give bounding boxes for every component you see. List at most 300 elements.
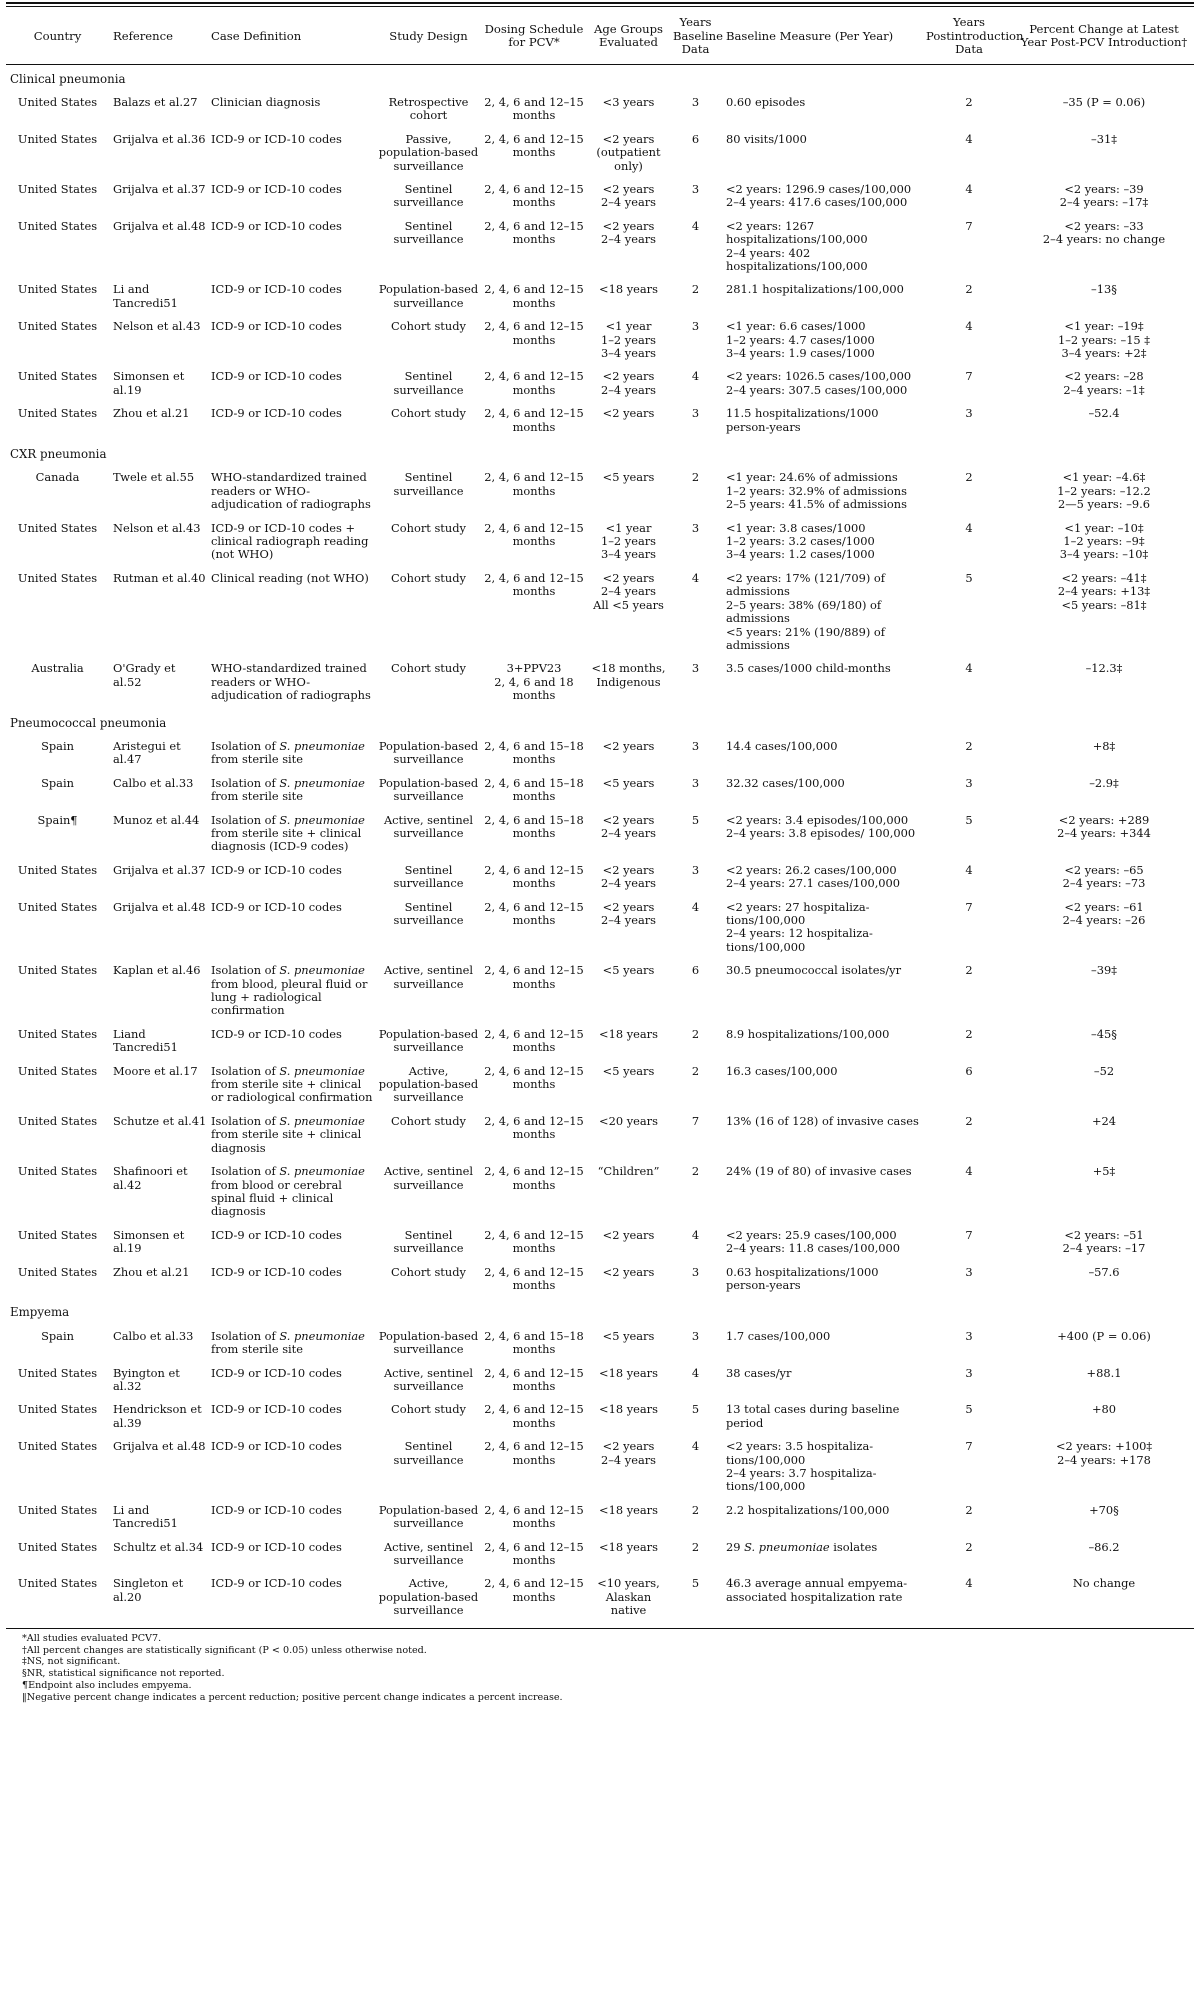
study-design-cell: Sentinel surveillance	[393, 181, 464, 210]
case-definition-cell: Isolation of S. pneumoniae from sterile site + clinical diagnosis	[211, 1113, 365, 1155]
study-design-cell: Active, sentinel surveillance	[383, 812, 474, 840]
years-post-cell: 5	[965, 1402, 973, 1417]
table-row	[6, 1326, 1194, 1363]
years-baseline-cell: 3	[691, 661, 700, 676]
percent-change-cell: –52.4	[1088, 406, 1120, 421]
years-baseline-cell: 2	[691, 1539, 700, 1554]
years-post-cell: 4	[965, 1576, 973, 1591]
reference-cell: Munoz et al.44	[113, 812, 200, 827]
age-groups-cell: <5 years	[602, 470, 655, 485]
baseline-measure-cell: 8.9 hospitalizations/100,000	[726, 1026, 890, 1041]
country-cell: United States	[17, 899, 98, 914]
baseline-measure-cell: 13 total cases during baseline period	[726, 1402, 900, 1430]
baseline-measure-cell: 32.32 cases/100,000	[726, 775, 845, 790]
case-definition-cell: ICD-9 or ICD-10 codes	[211, 862, 342, 877]
years-post-cell: 4	[965, 661, 973, 676]
country-cell: United States	[17, 862, 98, 877]
age-groups-cell: <1 year 1–2 years 3–4 years	[600, 319, 657, 360]
country-cell: United States	[17, 520, 98, 535]
case-definition-cell: ICD-9 or ICD-10 codes	[211, 218, 342, 233]
dosing-schedule-cell: 2, 4, 6 and 15–18 months	[484, 1328, 584, 1357]
table-row	[6, 1537, 1194, 1574]
reference-cell: Grijalva et al.37	[113, 181, 206, 196]
column-header: Country	[33, 28, 82, 43]
percent-change-cell: –13§	[1091, 282, 1117, 297]
percent-change-cell: <2 years: –28 2–4 years: –1‡	[1063, 369, 1145, 397]
dosing-schedule-cell: 2, 4, 6 and 12–15 months	[484, 1026, 584, 1055]
table-row	[6, 1262, 1194, 1299]
percent-change-cell: <1 year: –19‡ 1–2 years: –15 ‡ 3–4 years: +2‡	[1057, 319, 1151, 360]
reference-cell: Calbo et al.33	[113, 775, 194, 790]
years-post-cell: 2	[965, 94, 973, 109]
years-baseline-cell: 4	[691, 369, 700, 384]
country-cell: United States	[17, 181, 98, 196]
case-definition-cell: ICD-9 or ICD-10 codes	[211, 1539, 342, 1554]
country-cell: United States	[17, 1164, 98, 1179]
dosing-schedule-cell: 2, 4, 6 and 12–15 months	[484, 319, 584, 347]
age-groups-cell: <2 years	[602, 1227, 655, 1242]
country-cell: United States	[17, 94, 98, 109]
reference-cell: Schutze et al.41	[113, 1113, 207, 1128]
section-title: Clinical pneumonia	[10, 71, 126, 86]
study-design-cell: Population-based surveillance	[378, 775, 479, 804]
footnote: †All percent changes are statistically significant (P < 0.05) unless otherwise noted.	[22, 1644, 427, 1656]
percent-change-cell: +70§	[1089, 1502, 1119, 1517]
study-design-cell: Sentinel surveillance	[393, 899, 464, 927]
years-baseline-cell: 2	[691, 1026, 700, 1041]
years-baseline-cell: 3	[691, 181, 700, 196]
years-post-cell: 5	[965, 570, 973, 585]
years-baseline-cell: 4	[691, 570, 700, 585]
footnotes	[6, 1628, 1194, 1704]
dosing-schedule-cell: 2, 4, 6 and 12–15 months	[484, 899, 584, 927]
pcv-impact-table	[6, 7, 1194, 1624]
table-row	[6, 1111, 1194, 1161]
footnote: ‖Negative percent change indicates a percent reduction; positive percent change indicates a percent increase.	[22, 1692, 563, 1704]
baseline-measure-cell: <2 years: 3.5 hospitaliza- tions/100,000 2–4 years: 3.7 hospitaliza- tions/100,000	[726, 1439, 877, 1494]
footnote: ¶Endpoint also includes empyema.	[22, 1680, 192, 1692]
section-row	[6, 1298, 1194, 1325]
reference-cell: Simonsen et al.19	[113, 1227, 185, 1256]
section-title: Empyema	[10, 1305, 70, 1320]
country-cell: United States	[17, 1576, 98, 1591]
section-row	[6, 709, 1194, 736]
reference-cell: Rutman et al.40	[113, 570, 206, 585]
years-baseline-cell: 3	[691, 406, 700, 421]
case-definition-cell: ICD-9 or ICD-10 codes	[211, 282, 342, 297]
table-row	[6, 467, 1194, 517]
table-row	[6, 279, 1194, 316]
percent-change-cell: –12.3‡	[1085, 661, 1123, 676]
dosing-schedule-cell: 2, 4, 6 and 12–15 months	[484, 131, 584, 160]
age-groups-cell: <18 years	[599, 1402, 658, 1417]
study-design-cell: Active, sentinel surveillance	[383, 963, 474, 991]
years-post-cell: 2	[965, 282, 973, 297]
dosing-schedule-cell: 2, 4, 6 and 12–15 months	[484, 963, 584, 991]
study-design-cell: Population-based surveillance	[378, 1026, 479, 1055]
dosing-schedule-cell: 2, 4, 6 and 12–15 months	[484, 470, 584, 498]
table-row	[6, 366, 1194, 403]
case-definition-cell: ICD-9 or ICD-10 codes	[211, 131, 342, 146]
years-post-cell: 4	[965, 862, 973, 877]
years-baseline-cell: 3	[691, 1264, 700, 1279]
baseline-measure-cell: 13% (16 of 128) of invasive cases	[726, 1113, 919, 1128]
reference-cell: Li and Tancredi51	[113, 282, 178, 310]
country-cell: Spain	[41, 775, 74, 790]
years-post-cell: 3	[965, 775, 973, 790]
years-post-cell: 2	[965, 1113, 973, 1128]
dosing-schedule-cell: 2, 4, 6 and 12–15 months	[484, 1164, 584, 1192]
years-post-cell: 7	[965, 1227, 973, 1242]
table-row	[6, 658, 1194, 708]
years-post-cell: 7	[965, 369, 973, 384]
study-design-cell: Cohort study	[391, 319, 466, 334]
table-row	[6, 1399, 1194, 1436]
case-definition-cell: ICD-9 or ICD-10 codes	[211, 181, 342, 196]
country-cell: United States	[17, 1264, 98, 1279]
age-groups-cell: <2 years 2–4 years	[600, 899, 657, 927]
years-post-cell: 2	[965, 963, 973, 978]
study-design-cell: Active, population-based surveillance	[378, 1063, 479, 1105]
case-definition-cell: ICD-9 or ICD-10 codes	[211, 1502, 342, 1517]
baseline-measure-cell: 2.2 hospitalizations/100,000	[726, 1502, 890, 1517]
case-definition-cell: WHO-standardized trained readers or WHO-adjudication of radiographs	[211, 661, 371, 703]
age-groups-cell: <2 years (outpatient only)	[596, 131, 661, 173]
country-cell: Spain	[41, 738, 74, 753]
study-design-cell: Cohort study	[391, 661, 466, 676]
years-post-cell: 3	[965, 1264, 973, 1279]
percent-change-cell: –2.9‡	[1089, 775, 1119, 790]
country-cell: United States	[17, 1539, 98, 1554]
case-definition-cell: ICD-9 or ICD-10 codes	[211, 1264, 342, 1279]
baseline-measure-cell: 14.4 cases/100,000	[726, 738, 838, 753]
case-definition-cell: ICD-9 or ICD-10 codes	[211, 1365, 342, 1380]
baseline-measure-cell: 80 visits/1000	[726, 131, 807, 146]
header-row	[6, 7, 1194, 64]
age-groups-cell: <18 years	[599, 1026, 658, 1041]
country-cell: United States	[17, 1063, 98, 1078]
case-definition-cell: ICD-9 or ICD-10 codes	[211, 1576, 342, 1591]
study-design-cell: Cohort study	[391, 406, 466, 421]
study-design-cell: Population-based surveillance	[378, 1328, 479, 1357]
country-cell: United States	[17, 1026, 98, 1041]
years-baseline-cell: 4	[691, 1365, 700, 1380]
case-definition-cell: Isolation of S. pneumoniae from blood or cerebral spinal fluid + clinical diagnosis	[211, 1164, 365, 1219]
years-baseline-cell: 3	[691, 1328, 700, 1343]
reference-cell: Kaplan et al.46	[113, 963, 201, 978]
percent-change-cell: <2 years: +289 2–4 years: +344	[1057, 812, 1151, 840]
percent-change-cell: <2 years: –61 2–4 years: –26	[1062, 899, 1146, 927]
table-row	[6, 568, 1194, 658]
footnote: ‡NS, not significant.	[22, 1656, 121, 1668]
table-row	[6, 736, 1194, 773]
table-row	[6, 179, 1194, 216]
age-groups-cell: <2 years	[602, 1264, 655, 1279]
age-groups-cell: <1 year 1–2 years 3–4 years	[600, 520, 657, 562]
reference-cell: Shafinoori et al.42	[113, 1164, 188, 1192]
dosing-schedule-cell: 2, 4, 6 and 12–15 months	[484, 1063, 584, 1092]
baseline-measure-cell: 46.3 average annual empyema-associated hospitalization rate	[726, 1576, 908, 1604]
years-post-cell: 2	[965, 1026, 973, 1041]
dosing-schedule-cell: 2, 4, 6 and 15–18 months	[484, 775, 584, 804]
reference-cell: Grijalva et al.37	[113, 862, 206, 877]
percent-change-cell: –45§	[1091, 1026, 1117, 1041]
top-rule	[6, 2, 1194, 4]
study-design-cell: Sentinel surveillance	[393, 218, 464, 247]
reference-cell: O'Grady et al.52	[113, 661, 176, 689]
baseline-measure-cell: <2 years: 3.4 episodes/100,000 2–4 years: 3.8 episodes/ 100,000	[726, 812, 916, 840]
years-baseline-cell: 5	[691, 812, 700, 827]
years-post-cell: 4	[965, 181, 973, 196]
column-header: Years Postintroduction Data	[926, 15, 1024, 56]
case-definition-cell: ICD-9 or ICD-10 codes	[211, 1227, 342, 1242]
column-header: Case Definition	[211, 28, 302, 43]
dosing-schedule-cell: 2, 4, 6 and 12–15 months	[484, 369, 584, 397]
dosing-schedule-cell: 2, 4, 6 and 12–15 months	[484, 520, 584, 549]
percent-change-cell: <2 years: –65 2–4 years: –73	[1062, 862, 1146, 891]
age-groups-cell: <3 years	[602, 94, 655, 109]
table-row	[6, 1573, 1194, 1623]
years-post-cell: 3	[965, 1365, 973, 1380]
table-row	[6, 810, 1194, 860]
years-post-cell: 2	[965, 1539, 973, 1554]
baseline-measure-cell: 0.60 episodes	[726, 94, 806, 109]
reference-cell: Grijalva et al.36	[113, 131, 206, 146]
table-row	[6, 129, 1194, 179]
dosing-schedule-cell: 2, 4, 6 and 12–15 months	[484, 1365, 584, 1393]
study-design-cell: Sentinel surveillance	[393, 1227, 464, 1256]
case-definition-cell: Clinician diagnosis	[211, 94, 321, 109]
footnote: *All studies evaluated PCV7.	[22, 1632, 162, 1644]
age-groups-cell: <2 years	[602, 738, 655, 753]
table-row	[6, 860, 1194, 897]
reference-cell: Byington et al.32	[113, 1365, 180, 1393]
country-cell: United States	[17, 1439, 98, 1454]
years-baseline-cell: 3	[691, 862, 700, 877]
study-design-cell: Retrospective cohort	[388, 94, 469, 123]
reference-cell: Nelson et al.43	[113, 520, 201, 535]
table-row	[6, 518, 1194, 568]
footnote: §NR, statistical significance not reported.	[22, 1668, 225, 1680]
country-cell: United States	[17, 218, 98, 233]
years-post-cell: 2	[965, 738, 973, 753]
dosing-schedule-cell: 2, 4, 6 and 15–18 months	[484, 812, 584, 840]
country-cell: United States	[17, 131, 98, 146]
case-definition-cell: Isolation of S. pneumoniae from blood, pleural fluid or lung + radiological confirmation	[211, 963, 368, 1018]
baseline-measure-cell: 0.63 hospitalizations/1000 person-years	[726, 1264, 879, 1292]
age-groups-cell: <5 years	[602, 1063, 655, 1078]
table-row	[6, 1024, 1194, 1061]
dosing-schedule-cell: 2, 4, 6 and 12–15 months	[484, 1402, 584, 1430]
study-design-cell: Active, sentinel surveillance	[383, 1365, 474, 1393]
dosing-schedule-cell: 2, 4, 6 and 12–15 months	[484, 1539, 584, 1568]
table-body	[6, 64, 1194, 1624]
dosing-schedule-cell: 2, 4, 6 and 12–15 months	[484, 1576, 584, 1604]
baseline-measure-cell: <2 years: 17% (121/709) of admissions 2–5 years: 38% (69/180) of admissions <5 years: 21% (190/889) of admissions	[726, 570, 885, 652]
baseline-measure-cell: <2 years: 1267 hospitalizations/100,000 2–4 years: 402 hospitalizations/100,000	[726, 218, 868, 273]
dosing-schedule-cell: 2, 4, 6 and 12–15 months	[484, 1227, 584, 1256]
study-design-cell: Cohort study	[391, 1402, 466, 1417]
percent-change-cell: –86.2	[1088, 1539, 1120, 1554]
age-groups-cell: <5 years	[602, 1328, 655, 1343]
percent-change-cell: –52	[1093, 1063, 1115, 1078]
years-baseline-cell: 2	[691, 470, 700, 485]
percent-change-cell: –31‡	[1091, 131, 1117, 146]
study-design-cell: Sentinel surveillance	[393, 862, 464, 891]
years-baseline-cell: 5	[691, 1576, 700, 1591]
case-definition-cell: Isolation of S. pneumoniae from sterile site + clinical or radiological confirmation	[211, 1063, 373, 1105]
years-post-cell: 4	[965, 319, 973, 334]
table-row	[6, 1500, 1194, 1537]
age-groups-cell: <18 years	[599, 282, 658, 297]
years-post-cell: 5	[965, 812, 973, 827]
country-cell: United States	[17, 1113, 98, 1128]
percent-change-cell: +5‡	[1092, 1164, 1116, 1179]
percent-change-cell: <2 years: –51 2–4 years: –17	[1062, 1227, 1146, 1256]
years-baseline-cell: 2	[691, 1164, 700, 1179]
baseline-measure-cell: 11.5 hospitalizations/1000 person-years	[726, 406, 879, 434]
reference-cell: Zhou et al.21	[113, 406, 190, 421]
table-row	[6, 403, 1194, 440]
reference-cell: Twele et al.55	[113, 470, 195, 485]
dosing-schedule-cell: 2, 4, 6 and 12–15 months	[484, 406, 584, 434]
table-page	[6, 0, 1194, 1704]
years-baseline-cell: 6	[691, 131, 700, 146]
baseline-measure-cell: <2 years: 25.9 cases/100,000 2–4 years: 11.8 cases/100,000	[726, 1227, 901, 1256]
baseline-measure-cell: 29 S. pneumoniae isolates	[726, 1539, 878, 1554]
reference-cell: Zhou et al.21	[113, 1264, 190, 1279]
country-cell: United States	[17, 963, 98, 978]
case-definition-cell: Isolation of S. pneumoniae from sterile site + clinical diagnosis (ICD-9 codes)	[211, 812, 365, 854]
section-row	[6, 440, 1194, 467]
reference-cell: Moore et al.17	[113, 1063, 198, 1078]
study-design-cell: Sentinel surveillance	[393, 1439, 464, 1467]
reference-cell: Simonsen et al.19	[113, 369, 185, 397]
study-design-cell: Population-based surveillance	[378, 1502, 479, 1531]
case-definition-cell: Clinical reading (not WHO)	[211, 570, 369, 585]
years-baseline-cell: 3	[691, 775, 700, 790]
column-header: Dosing Schedule for PCV*	[484, 21, 584, 50]
baseline-measure-cell: <2 years: 1296.9 cases/100,000 2–4 years: 417.6 cases/100,000	[726, 181, 912, 210]
age-groups-cell: <2 years 2–4 years	[600, 1439, 657, 1467]
case-definition-cell: ICD-9 or ICD-10 codes	[211, 1439, 342, 1454]
percent-change-cell: +80	[1091, 1402, 1117, 1417]
study-design-cell: Active, population-based surveillance	[378, 1576, 479, 1618]
table-row	[6, 897, 1194, 961]
age-groups-cell: <5 years	[602, 963, 655, 978]
percent-change-cell: <2 years: –41‡ 2–4 years: +13‡ <5 years: –81‡	[1057, 570, 1151, 612]
baseline-measure-cell: <2 years: 26.2 cases/100,000 2–4 years: 27.1 cases/100,000	[726, 862, 901, 891]
study-design-cell: Sentinel surveillance	[393, 369, 464, 397]
country-cell: United States	[17, 1402, 98, 1417]
percent-change-cell: –39‡	[1091, 963, 1117, 978]
reference-cell: Grijalva et al.48	[113, 1439, 206, 1454]
reference-cell: Hendrickson et al.39	[113, 1402, 202, 1430]
table-row	[6, 1436, 1194, 1500]
percent-change-cell: <1 year: –10‡ 1–2 years: –9‡ 3–4 years: –10‡	[1059, 520, 1149, 562]
percent-change-cell: <2 years: +100‡ 2–4 years: +178	[1055, 1439, 1153, 1467]
years-post-cell: 7	[965, 1439, 973, 1454]
years-baseline-cell: 3	[691, 319, 700, 334]
age-groups-cell: <18 years	[599, 1365, 658, 1380]
years-baseline-cell: 4	[691, 218, 700, 233]
age-groups-cell: <2 years 2–4 years	[600, 369, 657, 397]
country-cell: United States	[17, 282, 98, 297]
reference-cell: Balazs et al.27	[113, 94, 198, 109]
study-design-cell: Active, sentinel surveillance	[383, 1164, 474, 1192]
dosing-schedule-cell: 2, 4, 6 and 12–15 months	[484, 282, 584, 310]
table-row	[6, 316, 1194, 366]
baseline-measure-cell: <2 years: 1026.5 cases/100,000 2–4 years: 307.5 cases/100,000	[726, 369, 912, 397]
years-post-cell: 4	[965, 520, 973, 535]
age-groups-cell: <2 years 2–4 years	[600, 218, 657, 247]
percent-change-cell: +400 (P = 0.06)	[1057, 1328, 1151, 1343]
study-design-cell: Cohort study	[391, 1264, 466, 1279]
baseline-measure-cell: 30.5 pneumococcal isolates/yr	[726, 963, 902, 978]
country-cell: United States	[17, 1227, 98, 1242]
dosing-schedule-cell: 2, 4, 6 and 15–18 months	[484, 738, 584, 767]
age-groups-cell: <2 years 2–4 years	[600, 181, 657, 210]
age-groups-cell: <18 years	[599, 1502, 658, 1517]
years-post-cell: 6	[965, 1063, 973, 1078]
baseline-measure-cell: 1.7 cases/100,000	[726, 1328, 831, 1343]
percent-change-cell: +24	[1091, 1113, 1117, 1128]
reference-cell: Li and Tancredi51	[113, 1502, 178, 1531]
years-baseline-cell: 5	[691, 1402, 700, 1417]
dosing-schedule-cell: 2, 4, 6 and 12–15 months	[484, 1439, 584, 1467]
column-header: Study Design	[389, 28, 468, 43]
case-definition-cell: ICD-9 or ICD-10 codes	[211, 1026, 342, 1041]
country-cell: United States	[17, 369, 98, 384]
percent-change-cell: –57.6	[1088, 1264, 1120, 1279]
reference-cell: Nelson et al.43	[113, 319, 201, 334]
baseline-measure-cell: <2 years: 27 hospitaliza- tions/100,000 2–4 years: 12 hospitaliza- tions/100,000	[726, 899, 873, 954]
case-definition-cell: ICD-9 or ICD-10 codes	[211, 369, 342, 384]
reference-cell: Aristegui et al.47	[113, 738, 181, 767]
dosing-schedule-cell: 2, 4, 6 and 12–15 months	[484, 1113, 584, 1142]
percent-change-cell: <2 years: –39 2–4 years: –17‡	[1059, 181, 1149, 210]
age-groups-cell: <18 years	[599, 1539, 658, 1554]
column-header: Reference	[113, 28, 173, 43]
percent-change-cell: <2 years: –33 2–4 years: no change	[1042, 218, 1166, 247]
age-groups-cell: <5 years	[602, 775, 655, 790]
case-definition-cell: ICD-9 or ICD-10 codes + clinical radiograph reading (not WHO)	[211, 520, 369, 562]
years-baseline-cell: 3	[691, 94, 700, 109]
dosing-schedule-cell: 2, 4, 6 and 12–15 months	[484, 862, 584, 891]
age-groups-cell: <18 months, Indigenous	[591, 661, 666, 689]
case-definition-cell: ICD-9 or ICD-10 codes	[211, 406, 342, 421]
table-row	[6, 92, 1194, 129]
country-cell: Canada	[35, 470, 80, 485]
reference-cell: Liand Tancredi51	[113, 1026, 178, 1055]
percent-change-cell: <1 year: –4.6‡ 1–2 years: –12.2 2—5 years: –9.6	[1057, 470, 1151, 512]
study-design-cell: Population-based surveillance	[378, 282, 479, 310]
dosing-schedule-cell: 2, 4, 6 and 12–15 months	[484, 181, 584, 210]
age-groups-cell: <2 years 2–4 years	[600, 862, 657, 891]
percent-change-cell: +88.1	[1086, 1365, 1122, 1380]
table-row	[6, 216, 1194, 280]
years-post-cell: 4	[965, 131, 973, 146]
case-definition-cell: Isolation of S. pneumoniae from sterile site	[211, 738, 365, 767]
country-cell: United States	[17, 406, 98, 421]
years-post-cell: 2	[965, 1502, 973, 1517]
baseline-measure-cell: 3.5 cases/1000 child-months	[726, 661, 891, 676]
case-definition-cell: ICD-9 or ICD-10 codes	[211, 899, 342, 914]
years-post-cell: 3	[965, 1328, 973, 1343]
case-definition-cell: Isolation of S. pneumoniae from sterile site	[211, 775, 365, 804]
reference-cell: Calbo et al.33	[113, 1328, 194, 1343]
column-header: Baseline Measure (Per Year)	[726, 28, 894, 43]
